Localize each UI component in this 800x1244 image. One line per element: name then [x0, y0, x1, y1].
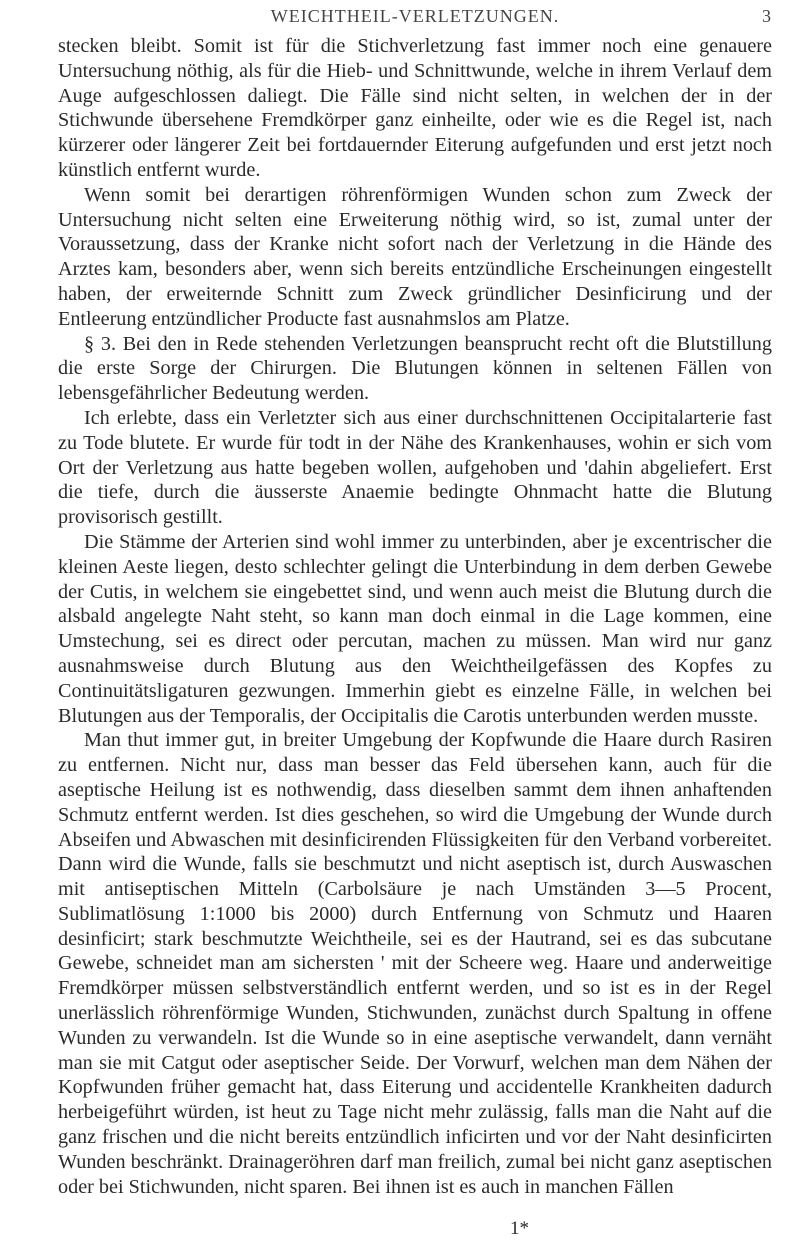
paragraph: stecken bleibt. Somit ist für die Stichverletzung fast immer noch eine genauere Untersuchung nöthig, als für die Hieb- und Schnittwunde, welche in ihrem Verlauf dem Auge aufgeschlossen daliegt. Die Fälle sind nicht selten, in welchen der in der Stichwunde übersehene Fremdkörper ganz einheilte, oder wie es die Regel ist, nach kürzerer oder längerer Zeit bei fortdauernder Eiterung aufgefunden und erst jetzt noch künstlich entfernt wurde. — [58, 35, 772, 181]
paragraph: Die Stämme der Arterien sind wohl immer zu unterbinden, aber je excentrischer die kleinen Aeste liegen, desto schlechter gelingt die Unterbindung in dem derben Gewebe der Cutis, in welchem sie eingebettet sind, und wenn auch meist die Blutung durch die alsbald angelegte Naht steht, so kann man doch einmal in die Lage kommen, eine Umstechung, sei es direct oder percutan, machen zu müssen. Man wird nur ganz ausnahmsweise durch Blutung aus den Weichtheilgefässen des Kopfes zu Continuitätsligaturen gezwungen. Immerhin giebt es einzelne Fälle, in welchen bei Blutungen aus der Temporalis, der Occipitalis die Carotis unterbunden werden musste. — [58, 530, 772, 727]
section-paragraph: § 3. Bei den in Rede stehenden Verletzungen beansprucht recht oft die Blutstillung die erste Sorge der Chirurgen. Die Blutungen können in seltenen Fällen von lebensgefährlicher Bedeutung werden. — [58, 332, 772, 405]
page-number: 3 — [762, 6, 772, 26]
paragraph: Wenn somit bei derartigen röhrenförmigen Wunden schon zum Zweck der Untersuchung nicht selten eine Erweiterung nöthig wird, so ist, zumal unter der Voraussetzung, dass der Kranke nicht sofort nach der Verletzung in die Hände des Arztes kam, besonders aber, wenn sich bereits entzündliche Erscheinungen eingestellt haben, der erweiternde Schnitt zum Zweck gründlicher Desinficirung und der Entleerung entzündlicher Producte fast ausnahmslos am Platze. — [58, 183, 772, 330]
paragraph: Ich erlebte, dass ein Verletzter sich aus einer durchschnittenen Occipitalarterie fast zu Tode blutete. Er wurde für todt in der Nähe des Krankenhauses, wohin er sich vom Ort der Verletzung aus hatte begeben wollen, aufgehoben und 'dahin abgeliefert. Erst die tiefe, durch die äusserste Anaemie bedingte Ohnmacht hatte die Blutung provisorisch gestillt. — [58, 406, 772, 529]
running-title: WEICHTHEIL-VERLETZUNGEN. — [270, 6, 560, 26]
running-header — [58, 6, 772, 30]
signature-mark: 1* — [510, 1218, 529, 1239]
body-text — [58, 34, 772, 1199]
paragraph: Man thut immer gut, in breiter Umgebung der Kopfwunde die Haare durch Rasiren zu entfernen. Nicht nur, dass man besser das Feld übersehen kann, auch für die aseptische Heilung ist es nothwendig, dass dieselben sammt dem ihnen anhaftenden Schmutz entfernt werden. Ist dies geschehen, so wird die Umgebung der Wunde durch Abseifen und Abwaschen mit desinficirenden Flüssigkeiten für den Verband vorbereitet. Dann wird die Wunde, falls sie beschmutzt und nicht aseptisch ist, durch Auswaschen mit antiseptischen Mitteln (Carbolsäure je nach Umständen 3—5 Procent, Sublimatlösung 1:1000 bis 2000) durch Entfernung von Schmutz und Haaren desinficirt; stark beschmutzte Weichtheile, sei es der Hautrand, sei es das subcutane Gewebe, schneidet man am sichersten ' mit der Scheere weg. Haare und anderweitige Fremdkörper müssen selbstverständlich entfernt werden, und so ist es in der Regel unerlässlich röhrenförmige Wunden, Stichwunden, zunächst durch Spaltung in offene Wunden zu verwandeln. Ist die Wunde so in eine aseptische verwandelt, dann vernäht man sie mit Catgut oder aseptischer Seide. Der Vorwurf, welchen man dem Nähen der Kopfwunden früher gemacht hat, dass Eiterung und accidentelle Krankheiten dadurch herbeigeführt würden, ist heut zu Tage nicht mehr zulässig, falls man die Naht auf die ganz frischen und die nicht bereits entzündlich inficirten und vor der Naht desinficirten Wunden beschränkt. Drainageröhren darf man freilich, zumal bei nicht ganz aseptischen oder bei Stichwunden, nicht sparen. Bei ihnen ist es auch in manchen Fällen — [58, 729, 772, 1198]
